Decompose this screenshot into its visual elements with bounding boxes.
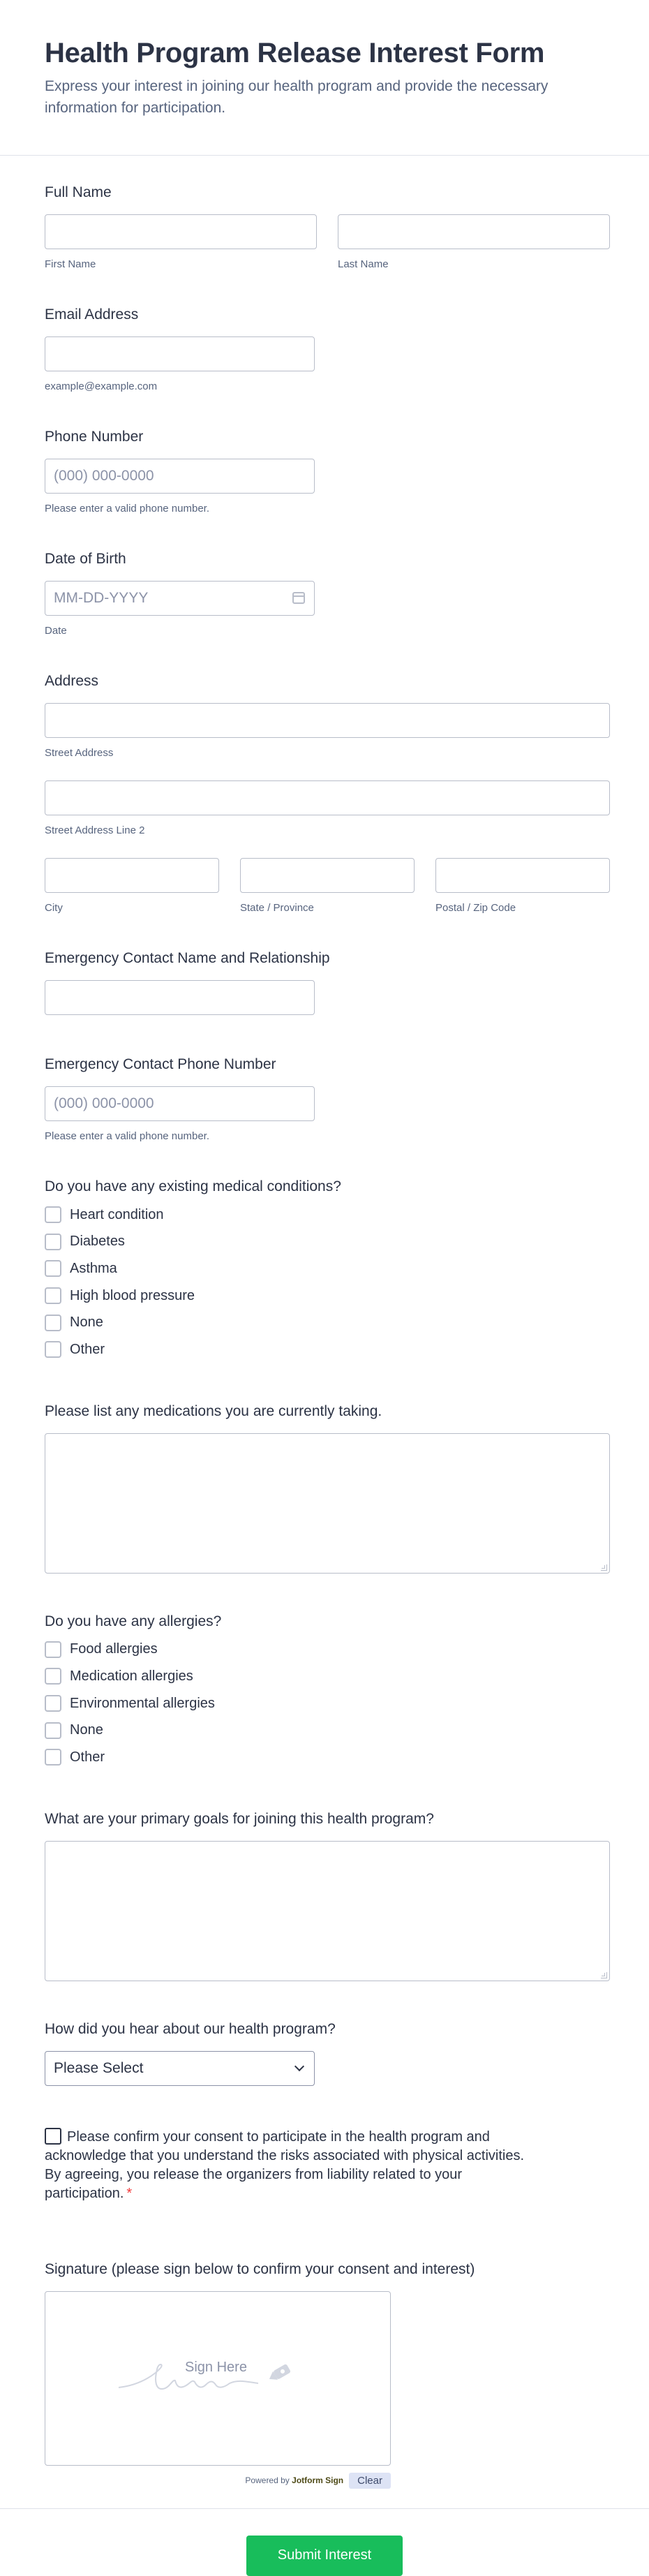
checkbox[interactable]	[45, 1260, 61, 1277]
state-sublabel: State / Province	[240, 902, 314, 914]
condition-option[interactable]	[45, 1336, 610, 1363]
state-col	[240, 858, 415, 915]
checkbox[interactable]	[45, 1722, 61, 1739]
form-header	[0, 0, 649, 156]
allergy-option[interactable]	[45, 1744, 610, 1771]
email-label: Email Address	[45, 306, 139, 323]
checkbox[interactable]	[45, 1641, 61, 1658]
dob-input[interactable]: MM-DD-YYYY	[45, 581, 315, 616]
checkbox[interactable]	[45, 1206, 61, 1223]
address-field	[45, 672, 610, 915]
allergies-field	[45, 1613, 610, 1771]
medications-textarea[interactable]	[45, 1433, 610, 1574]
resize-handle-icon[interactable]	[601, 1564, 607, 1571]
chevron-down-icon	[294, 2061, 304, 2071]
powered-by-prefix: Powered by	[245, 2475, 290, 2486]
condition-option-label: Other	[70, 1341, 105, 1357]
condition-option-label: High blood pressure	[70, 1287, 195, 1303]
allergy-option-label: Food allergies	[70, 1641, 158, 1657]
form-subtitle: Express your interest in joining our health program and provide the necessary information for participation.	[45, 78, 549, 116]
email-sublabel: example@example.com	[45, 380, 158, 392]
goals-label: What are your primary goals for joining this health program?	[45, 1810, 434, 1827]
form-body	[0, 156, 649, 2489]
allergy-option[interactable]	[45, 1717, 610, 1744]
allergy-option[interactable]	[45, 1636, 610, 1664]
allergy-option-label: Environmental allergies	[70, 1695, 215, 1711]
submit-button[interactable]: Submit Interest	[246, 2536, 403, 2576]
full-name-row	[45, 214, 610, 271]
condition-option[interactable]	[45, 1255, 610, 1282]
condition-option-label: None	[70, 1315, 103, 1331]
dob-label: Date of Birth	[45, 551, 126, 567]
last-name-input[interactable]	[338, 214, 610, 249]
condition-option-label: Diabetes	[70, 1234, 125, 1250]
address-label: Address	[45, 673, 99, 689]
full-name-label: Full Name	[45, 184, 112, 200]
emergency-name-input[interactable]	[45, 980, 315, 1015]
dob-input-wrap	[45, 581, 315, 616]
emergency-name-field	[45, 949, 610, 1015]
consent-field	[45, 2128, 610, 2203]
dob-field	[45, 550, 610, 637]
form-footer	[0, 2508, 649, 2576]
checkbox[interactable]	[45, 1668, 61, 1685]
signature-label: Signature (please sign below to confirm your consent and interest)	[45, 2260, 475, 2277]
form-title: Health Program Release Interest Form	[45, 38, 545, 68]
first-name-sublabel: First Name	[45, 258, 96, 270]
street-address-2-input[interactable]	[45, 780, 610, 815]
first-name-col	[45, 214, 317, 271]
allergies-label: Do you have any allergies?	[45, 1613, 222, 1629]
conditions-options	[45, 1201, 610, 1363]
condition-option[interactable]	[45, 1309, 610, 1336]
state-input[interactable]	[240, 858, 415, 893]
allergy-option-label: None	[70, 1722, 103, 1738]
phone-input[interactable]: (000) 000-0000	[45, 459, 315, 494]
checkbox[interactable]	[45, 1341, 61, 1358]
hear-select-value: Please Select	[54, 2059, 144, 2076]
signature-pad[interactable]	[45, 2291, 391, 2466]
condition-option[interactable]	[45, 1229, 610, 1256]
allergy-option-label: Other	[70, 1749, 105, 1765]
required-asterisk: *	[126, 2185, 133, 2201]
dob-sublabel: Date	[45, 625, 67, 637]
allergies-options	[45, 1636, 610, 1771]
street-address-2-sublabel: Street Address Line 2	[45, 824, 145, 836]
street-address-input[interactable]	[45, 703, 610, 738]
hear-select[interactable]	[45, 2051, 315, 2086]
email-input[interactable]	[45, 336, 315, 371]
full-name-field	[45, 184, 610, 271]
condition-option[interactable]	[45, 1201, 610, 1229]
emergency-phone-label: Emergency Contact Phone Number	[45, 1056, 276, 1072]
clear-signature-button[interactable]: Clear	[349, 2473, 391, 2489]
emergency-phone-sublabel: Please enter a valid phone number.	[45, 1130, 209, 1142]
checkbox[interactable]	[45, 1234, 61, 1250]
checkbox[interactable]	[45, 1695, 61, 1712]
allergy-option[interactable]	[45, 1690, 610, 1717]
checkbox[interactable]	[45, 1315, 61, 1331]
allergy-option[interactable]	[45, 1663, 610, 1690]
condition-option-label: Heart condition	[70, 1206, 164, 1222]
first-name-input[interactable]	[45, 214, 317, 249]
signature-footer	[45, 2473, 391, 2489]
condition-option-label: Asthma	[70, 1260, 117, 1276]
phone-field	[45, 428, 610, 515]
city-input[interactable]	[45, 858, 219, 893]
emergency-phone-field	[45, 1056, 610, 1143]
emergency-phone-input[interactable]: (000) 000-0000	[45, 1086, 315, 1121]
hear-label: How did you hear about our health program?	[45, 2020, 336, 2037]
checkbox[interactable]	[45, 1287, 61, 1304]
email-field	[45, 306, 610, 393]
street-address-sublabel: Street Address	[45, 747, 114, 759]
consent-checkbox[interactable]	[45, 2128, 61, 2145]
city-state-zip-row	[45, 858, 610, 915]
pen-icon	[267, 2363, 291, 2383]
allergy-option-label: Medication allergies	[70, 1668, 193, 1684]
goals-textarea[interactable]	[45, 1841, 610, 1981]
last-name-sublabel: Last Name	[338, 258, 389, 270]
resize-handle-icon[interactable]	[601, 1972, 607, 1978]
checkbox[interactable]	[45, 1749, 61, 1766]
hear-field	[45, 2020, 610, 2086]
sign-here-placeholder: Sign Here	[185, 2359, 247, 2375]
emergency-name-label: Emergency Contact Name and Relationship	[45, 950, 330, 966]
condition-option[interactable]	[45, 1282, 610, 1310]
calendar-icon[interactable]	[292, 592, 305, 604]
city-col	[45, 858, 219, 915]
last-name-col	[338, 214, 610, 271]
city-sublabel: City	[45, 902, 63, 914]
zip-input[interactable]	[435, 858, 610, 893]
zip-sublabel: Postal / Zip Code	[435, 902, 516, 914]
consent-label[interactable]	[45, 2128, 526, 2203]
zip-col	[435, 858, 610, 915]
conditions-label: Do you have any existing medical conditions?	[45, 1178, 341, 1194]
medications-field	[45, 1402, 610, 1574]
jotform-sign-brand: Jotform Sign	[292, 2475, 344, 2486]
goals-field	[45, 1810, 610, 1981]
signature-field	[45, 2260, 610, 2489]
phone-label: Phone Number	[45, 429, 144, 445]
phone-sublabel: Please enter a valid phone number.	[45, 503, 209, 515]
consent-text: Please confirm your consent to participate in the health program and acknowledge that you understand the risks associated with physical activities. By agreeing, you release the organizers from liability related to your participation.	[45, 2129, 525, 2201]
medications-label: Please list any medications you are currently taking.	[45, 1402, 382, 1419]
conditions-field	[45, 1178, 610, 1363]
powered-by-text	[245, 2475, 343, 2485]
